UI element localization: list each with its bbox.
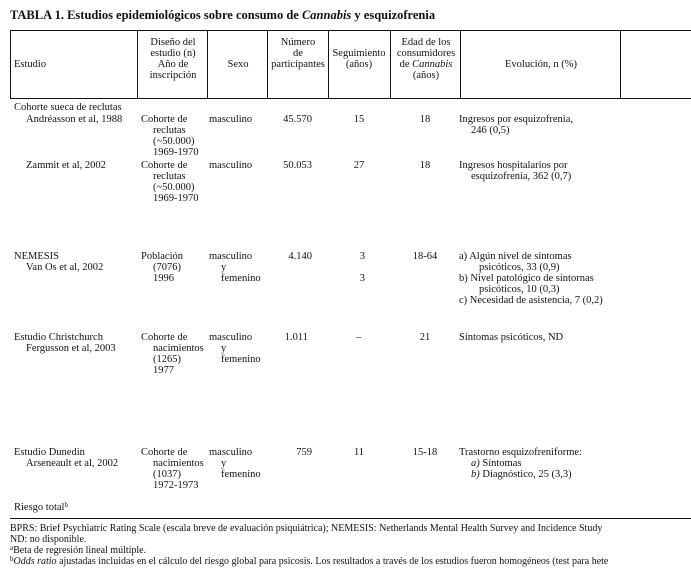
table-bottom-rule	[10, 518, 691, 519]
row-seguimiento-line	[340, 262, 365, 273]
row-evolucion-line: 246 (0,5)	[471, 125, 510, 136]
header-numero-line: Número	[280, 37, 316, 48]
row-diseno-line: Población	[141, 251, 183, 262]
header-edad-line: Edad de los	[401, 37, 451, 48]
footnote-nd: ND: no disponible.	[10, 534, 87, 545]
row-seguimiento: –	[356, 332, 362, 343]
row-sexo-line: masculino	[209, 447, 253, 458]
title-italic-word: Cannabis	[301, 8, 352, 22]
row-estudio: Zammit et al, 2002	[26, 160, 106, 171]
row-sexo-line: y	[221, 343, 227, 354]
row-edad: 15-18	[412, 447, 438, 458]
title-text-after: y esquizofrenia	[354, 8, 436, 22]
row-diseno-line: nacimientos	[153, 458, 204, 469]
header-diseno-line: inscripción	[149, 70, 197, 81]
row-sexo	[209, 332, 261, 365]
title-prefix: TABLA 1.	[10, 8, 64, 22]
row-diseno-line: (7076)	[153, 262, 181, 273]
row-evolucion	[459, 251, 603, 306]
header-numero	[266, 37, 330, 70]
row-evolucion-line: esquizofrenia, 362 (0,7)	[471, 171, 572, 182]
row-seguimiento: 11	[353, 447, 365, 458]
evolucion-a-label: a)	[471, 458, 480, 469]
header-evolucion: Evolución, n (%)	[504, 59, 578, 70]
table-title	[10, 8, 435, 23]
row-evolucion-line	[459, 458, 582, 469]
row-evolucion-line: Ingresos por esquizofrenia,	[459, 114, 574, 125]
row-numero: 1.011	[284, 332, 308, 343]
row-sexo-line: femenino	[221, 354, 261, 365]
footnote-a-text: Beta de regresión lineal múltiple.	[13, 545, 147, 556]
row-diseno-line: Cohorte de	[141, 114, 188, 125]
row-sexo-line: masculino	[209, 251, 253, 262]
riesgo-total	[14, 502, 68, 513]
header-edad-italic: Cannabis	[412, 59, 453, 70]
header-seguimiento	[326, 48, 392, 70]
header-estudio: Estudio	[14, 59, 47, 70]
row-evolucion	[459, 114, 573, 136]
riesgo-sup: b	[64, 501, 68, 509]
header-edad	[391, 37, 461, 81]
row-evolucion-line: b) Nivel patológico de síntornas	[459, 273, 594, 284]
row-diseno-line: 1977	[153, 365, 174, 376]
row-diseno-line: Cohorte de	[141, 332, 188, 343]
row-evolucion-line: Ingresos hospitalarios por	[459, 160, 568, 171]
header-diseno-line: Año de	[157, 59, 189, 70]
row-seguimiento	[340, 251, 365, 284]
row-sexo-line: y	[221, 458, 227, 469]
row-evolucion-line: a) Algún nivel de síntomas	[459, 251, 572, 262]
row-seguimiento: 15	[353, 114, 365, 125]
header-edad-line	[391, 59, 461, 70]
row-edad: 21	[419, 332, 431, 343]
row-diseno-line: (1265)	[153, 354, 181, 365]
row-diseno-line: reclutas	[153, 125, 186, 136]
evolucion-b-label: b)	[471, 469, 480, 480]
row-diseno-line: reclutas	[153, 171, 186, 182]
row-sexo	[209, 251, 261, 284]
row-sexo	[209, 447, 261, 480]
header-edad-unit: (años)	[412, 70, 440, 81]
row-evolucion-line: Trastorno esquizofreniforme:	[459, 447, 582, 458]
row-diseno	[141, 332, 204, 376]
header-numero-line: participantes	[271, 59, 325, 70]
header-edad-line: consumidores	[396, 48, 456, 59]
footnote-bprs: BPRS: Brief Psychiatric Rating Scale (escala breve de evaluación psiquiátrica); NEMESIS: Netherlands Mental Health Survey and Incidence Study	[10, 523, 603, 534]
row-seguimiento-line: 3	[359, 273, 365, 284]
row-estudio: Andréasson et al, 1988	[26, 114, 123, 125]
row-sexo-line: femenino	[221, 273, 261, 284]
footnote-b-sup: b	[10, 555, 14, 563]
header-bottom-rule	[10, 98, 691, 99]
row-evolucion: Síntomas psicóticos, ND	[459, 332, 564, 343]
row-numero: 45.570	[283, 114, 312, 125]
table-left-border	[10, 30, 11, 98]
row-diseno-line: (~50.000)	[153, 182, 195, 193]
row-edad: 18	[419, 160, 431, 171]
row-evolucion-line: psicóticos, 33 (0,9)	[479, 262, 560, 273]
row-edad: 18-64	[412, 251, 438, 262]
row-numero: 4.140	[288, 251, 312, 262]
group-label: NEMESIS	[14, 251, 59, 262]
group-label: Estudio Christchurch	[14, 332, 103, 343]
row-evolucion	[459, 447, 582, 480]
row-seguimiento: 27	[353, 160, 365, 171]
row-diseno	[141, 160, 199, 204]
footnote-b-italic: Odds ratio	[13, 556, 57, 567]
row-sexo: masculino	[209, 160, 253, 171]
row-diseno	[141, 114, 199, 158]
row-diseno	[141, 447, 204, 491]
header-seguimiento-line: Seguimiento	[332, 48, 386, 59]
row-numero: 759	[296, 447, 312, 458]
row-diseno-line: (1037)	[153, 469, 181, 480]
row-edad: 18	[419, 114, 431, 125]
row-diseno-line: 1972-1973	[153, 480, 199, 491]
header-diseno-line: estudio (n)	[150, 48, 196, 59]
row-numero: 50.053	[283, 160, 312, 171]
group-label: Cohorte sueca de reclutas	[14, 102, 122, 113]
row-diseno-line: (~50.000)	[153, 136, 195, 147]
footnote-a-sup: a	[10, 544, 14, 552]
footnote-b	[10, 556, 608, 567]
group-label: Estudio Dunedin	[14, 447, 85, 458]
evolucion-a-text: Síntomas	[482, 458, 522, 469]
row-sexo-line: y	[221, 262, 227, 273]
row-sexo-line: femenino	[221, 469, 261, 480]
header-numero-line: de	[293, 48, 303, 59]
row-seguimiento-line: 3	[359, 251, 365, 262]
table-top-rule	[10, 30, 691, 31]
row-estudio: Fergusson et al, 2003	[26, 343, 116, 354]
row-diseno-line: nacimientos	[153, 343, 204, 354]
row-sexo: masculino	[209, 114, 253, 125]
row-diseno-line: 1996	[153, 273, 174, 284]
evolucion-b-text: Diagnóstico, 25 (3,3)	[482, 469, 572, 480]
header-diseno-line: Diseño del	[150, 37, 196, 48]
header-diseno	[138, 37, 208, 81]
footnote-b-text: ajustadas incluidas en el cálculo del riesgo global para psicosis. Los resultados a través de los estudios fueron homogéneos (test para hete	[59, 556, 609, 567]
row-diseno-line: 1969-1970	[153, 193, 199, 204]
header-sexo: Sexo	[227, 59, 249, 70]
row-diseno-line: Cohorte de	[141, 160, 188, 171]
row-evolucion	[459, 160, 571, 182]
footnote-a	[10, 545, 146, 556]
header-edad-de: de	[399, 59, 410, 70]
header-seguimiento-line: (años)	[345, 59, 373, 70]
title-text-before: Estudios epidemiológicos sobre consumo de	[67, 8, 299, 22]
row-estudio: Arseneault et al, 2002	[26, 458, 119, 469]
row-evolucion-line: psicóticos, 10 (0,3)	[479, 284, 560, 295]
row-evolucion-line	[459, 469, 582, 480]
row-estudio: Van Os et al, 2002	[26, 262, 104, 273]
row-diseno-line: Cohorte de	[141, 447, 188, 458]
riesgo-label: Riesgo total	[14, 502, 65, 513]
row-diseno-line: 1969-1970	[153, 147, 199, 158]
row-diseno	[141, 251, 183, 284]
row-evolucion-line: c) Necesidad de asistencia, 7 (0,2)	[459, 295, 603, 306]
row-sexo-line: masculino	[209, 332, 253, 343]
